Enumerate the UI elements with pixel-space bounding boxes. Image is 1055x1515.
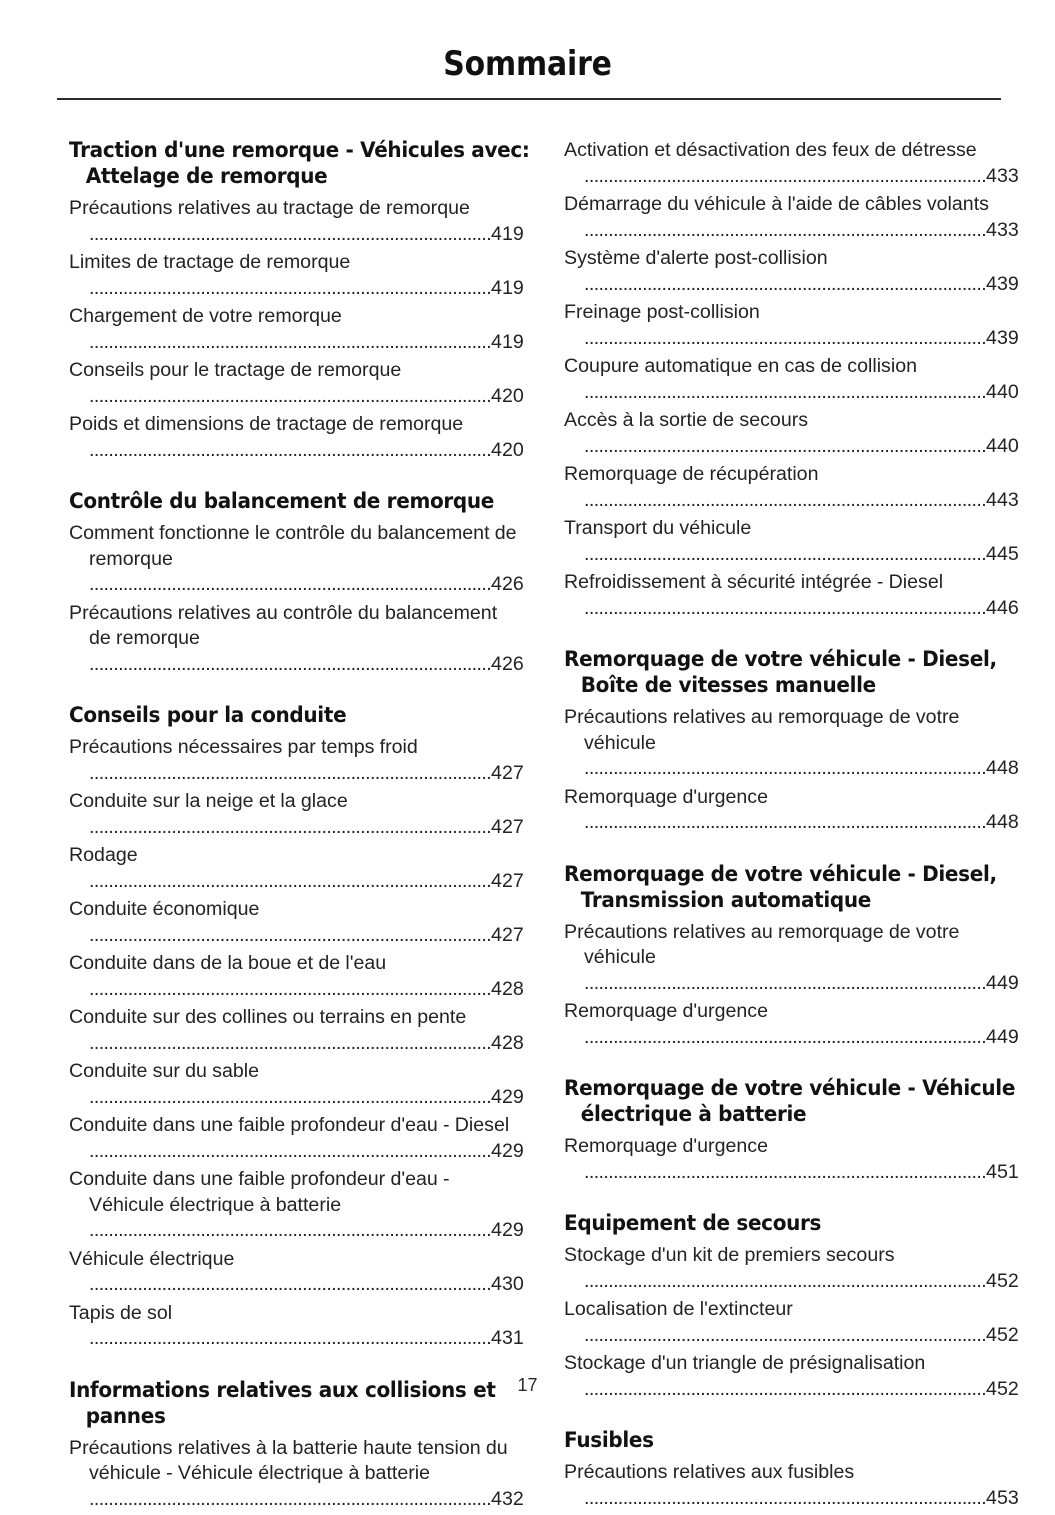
section-heading-informations-relatives-aux-collisions-et-pannes: Informations relatives aux collisions et pannes [69, 1377, 496, 1429]
toc-entry-page: 433 [986, 164, 1019, 187]
toc-entry-page: 429 [491, 1219, 524, 1241]
toc-entry-page: 419 [491, 222, 524, 245]
toc-entry[interactable] [564, 920, 1019, 997]
toc-entry-title: Transport du véhicule [564, 517, 752, 539]
toc-entry-title: Système d'alerte post-collision [564, 247, 828, 269]
dot-leader: ................................................................................... [584, 1269, 987, 1292]
dot-leader: ................................................................................... [584, 757, 987, 779]
toc-entry[interactable] [564, 408, 1019, 459]
toc-entry[interactable] [564, 138, 1019, 189]
toc-entry[interactable] [69, 897, 524, 948]
toc-entry-title: Précautions relatives au remorquage de votre véhicule [564, 706, 960, 754]
toc-entry-page: 448 [986, 811, 1019, 833]
toc-entry-title: Précautions nécessaires par temps froid [69, 736, 418, 758]
toc-entry[interactable] [564, 1297, 1019, 1348]
toc-entry-page: 449 [986, 971, 1019, 994]
toc-entry-title: Comment fonctionne le contrôle du balancement de remorque [69, 522, 517, 570]
toc-entry[interactable] [69, 789, 524, 840]
toc-entry-page: 453 [986, 1486, 1019, 1509]
dot-leader: ................................................................................... [584, 218, 987, 241]
toc-entry-title: Refroidissement à sécurité intégrée - Diesel [564, 571, 944, 593]
dot-leader: ................................................................................... [89, 1031, 492, 1054]
dot-leader: ................................................................................... [89, 384, 492, 407]
toc-entry-title: Freinage post-collision [564, 301, 760, 323]
toc-entry-page: 429 [491, 1139, 524, 1162]
dot-leader: ................................................................................... [584, 434, 987, 457]
toc-entry-title: Véhicule électrique [69, 1247, 235, 1270]
toc-entry-page: 439 [986, 272, 1019, 295]
toc-entry-title: Conduite sur la neige et la glace [69, 790, 348, 812]
dot-leader: ................................................................................... [584, 1323, 987, 1346]
toc-entry-title: Conduite dans une faible profondeur d'eau - Véhicule électrique à batterie [69, 1168, 450, 1216]
toc-entry-page: 446 [986, 596, 1019, 619]
toc-entry-page: 432 [491, 1487, 524, 1510]
toc-entry[interactable] [69, 1167, 524, 1244]
toc-entry-title: Conduite sur du sable [69, 1060, 260, 1082]
dot-leader: ................................................................................... [584, 1160, 987, 1183]
toc-entry-title: Remorquage d'urgence [564, 1000, 768, 1022]
toc-entry[interactable] [564, 354, 1019, 405]
toc-entry[interactable] [564, 570, 1019, 621]
toc-section [564, 1211, 1019, 1402]
toc-entry-title: Remorquage de récupération [564, 463, 819, 485]
toc-entry[interactable] [564, 462, 1019, 513]
dot-leader: ................................................................................... [89, 977, 492, 1000]
toc-entry[interactable] [69, 358, 524, 409]
dot-leader: ................................................................................... [89, 276, 492, 299]
toc-entry-title: Conduite dans de la boue et de l'eau [69, 952, 387, 974]
dot-leader: ................................................................................... [89, 573, 492, 595]
dot-leader: ................................................................................... [89, 330, 492, 353]
toc-entry-title: Démarrage du véhicule à l'aide de câbles volants [564, 193, 989, 215]
section-heading-controle-du-balancement-de-remorque: Contrôle du balancement de remorque [69, 489, 495, 514]
toc-entry-title: Limites de tractage de remorque [69, 251, 351, 273]
toc-entry[interactable] [69, 412, 524, 463]
toc-entry-page: 439 [986, 326, 1019, 349]
toc-entry-title: Conseils pour le tractage de remorque [69, 359, 402, 381]
toc-entry-page: 420 [491, 384, 524, 407]
toc-section [69, 703, 524, 1352]
toc-entry[interactable] [564, 705, 1019, 782]
toc-section [564, 138, 1019, 621]
dot-leader: ................................................................................... [89, 815, 492, 838]
toc-section [69, 1378, 524, 1513]
toc-entry-page: 429 [491, 1085, 524, 1108]
page-number: 17 [517, 1375, 538, 1395]
dot-leader: ................................................................................... [584, 596, 987, 619]
toc-entry[interactable] [564, 300, 1019, 351]
toc-entry-title: Remorquage d'urgence [564, 785, 768, 808]
section-heading-remorquage-de-votre-vehicule-diesel-boite-de-vit: Remorquage de votre véhicule - Diesel, Boîte de vitesses manuelle [564, 647, 997, 698]
page-title: Sommaire [443, 44, 612, 84]
toc-entry-title: Conduite sur des collines ou terrains en pente [69, 1006, 467, 1028]
toc-entry[interactable] [69, 1436, 524, 1513]
dot-leader: ................................................................................... [89, 869, 492, 892]
section-heading-fusibles: Fusibles [564, 1428, 654, 1453]
toc-entry-page: 433 [986, 218, 1019, 241]
dot-leader: ................................................................................... [89, 1273, 492, 1295]
toc-entry-title: Poids et dimensions de tractage de remorque [69, 413, 464, 435]
dot-leader: ................................................................................... [584, 1025, 987, 1048]
dot-leader: ................................................................................... [584, 542, 987, 565]
section-heading-equipement-de-secours: Equipement de secours [564, 1211, 822, 1236]
toc-entry-page: 452 [986, 1323, 1019, 1346]
toc-entry-title: Rodage [69, 844, 138, 866]
toc-entry[interactable] [564, 1460, 1019, 1511]
toc-entry-page: 427 [491, 923, 524, 946]
toc-entry[interactable] [69, 250, 524, 301]
toc-entry-page: 427 [491, 761, 524, 784]
toc-entry-page: 452 [986, 1377, 1019, 1400]
toc-entry[interactable] [564, 1134, 1019, 1185]
toc-entry-title: Précautions relatives au remorquage de votre véhicule [564, 920, 960, 968]
toc-column-right [564, 138, 1019, 1514]
toc-entry-title: Chargement de votre remorque [69, 305, 342, 327]
toc-entry-title: Coupure automatique en cas de collision [564, 355, 917, 377]
dot-leader: ................................................................................... [89, 1327, 492, 1349]
toc-entry[interactable] [69, 735, 524, 786]
section-heading-remorquage-de-votre-vehicule-diesel-transmission: Remorquage de votre véhicule - Diesel, Transmission automatique [564, 861, 997, 913]
toc-entry[interactable] [69, 1005, 524, 1056]
dot-leader: ................................................................................... [89, 1085, 492, 1108]
toc-entry[interactable] [69, 1247, 524, 1298]
toc-section [564, 1076, 1019, 1185]
section-heading-conseils-pour-la-conduite: Conseils pour la conduite [69, 703, 347, 728]
toc-entry-title: Précautions relatives au contrôle du balancement de remorque [69, 601, 498, 649]
toc-entry-page: 445 [986, 542, 1019, 565]
toc-entry[interactable] [69, 304, 524, 355]
toc-entry-title: Tapis de sol [69, 1301, 173, 1324]
toc-entry-page: 451 [986, 1160, 1019, 1183]
dot-leader: ................................................................................... [584, 272, 987, 295]
toc-entry[interactable] [564, 999, 1019, 1050]
dot-leader: ................................................................................... [89, 1139, 492, 1162]
toc-entry-page: 426 [491, 652, 524, 675]
toc-entry-page: 443 [986, 488, 1019, 511]
dot-leader: ................................................................................... [584, 488, 987, 511]
dot-leader: ................................................................................... [89, 923, 492, 946]
toc-entry[interactable] [564, 1243, 1019, 1294]
toc-entry[interactable] [69, 1301, 524, 1352]
dot-leader: ................................................................................... [89, 1487, 492, 1510]
toc-entry[interactable] [69, 196, 524, 247]
toc-entry-page: 428 [491, 977, 524, 1000]
dot-leader: ................................................................................... [89, 761, 492, 784]
dot-leader: ................................................................................... [89, 1219, 492, 1241]
toc-entry-title: Remorquage d'urgence [564, 1135, 768, 1157]
toc-section [69, 489, 524, 677]
dot-leader: ................................................................................... [584, 971, 987, 994]
title-divider [57, 98, 1001, 100]
dot-leader: ................................................................................... [584, 811, 987, 833]
dot-leader: ................................................................................... [89, 438, 492, 461]
dot-leader: ................................................................................... [584, 326, 987, 349]
toc-entry[interactable] [69, 521, 524, 598]
toc-entry-title: Stockage d'un triangle de présignalisation [564, 1352, 926, 1374]
toc-entry-page: 419 [491, 276, 524, 299]
toc-entry[interactable] [69, 1113, 524, 1164]
toc-entry[interactable] [69, 601, 524, 678]
toc-entry[interactable] [564, 246, 1019, 297]
toc-entry-page: 440 [986, 380, 1019, 403]
toc-section [564, 1428, 1019, 1511]
toc-entry-title: Stockage d'un kit de premiers secours [564, 1244, 895, 1266]
toc-entry-title: Activation et désactivation des feux de détresse [564, 139, 977, 161]
toc-entry[interactable] [69, 1059, 524, 1110]
toc-section [69, 138, 530, 463]
toc-entry-page: 448 [986, 757, 1019, 779]
toc-entry-page: 427 [491, 869, 524, 892]
toc-entry-page: 419 [491, 330, 524, 353]
section-heading-traction-d-une-remorque-vehicules-avec-attelage-: Traction d'une remorque - Véhicules avec: Attelage de remorque [69, 138, 530, 189]
toc-entry-page: 420 [491, 438, 524, 461]
toc-entry[interactable] [564, 785, 1019, 836]
toc-entry-title: Accès à la sortie de secours [564, 409, 809, 431]
section-heading-remorquage-de-votre-vehicule-vehicule-electrique: Remorquage de votre véhicule - Véhicule électrique à batterie [564, 1076, 1016, 1127]
toc-entry-page: 440 [986, 434, 1019, 457]
toc-entry-page: 427 [491, 815, 524, 838]
toc-section [564, 647, 1019, 836]
toc-entry-title: Précautions relatives aux fusibles [564, 1461, 855, 1483]
toc-entry[interactable] [69, 843, 524, 894]
toc-entry-page: 431 [491, 1327, 524, 1349]
toc-entry-title: Conduite dans une faible profondeur d'eau - Diesel [69, 1114, 510, 1136]
dot-leader: ................................................................................... [584, 380, 987, 403]
toc-entry-page: 449 [986, 1025, 1019, 1048]
toc-entry-title: Localisation de l'extincteur [564, 1298, 793, 1320]
dot-leader: ................................................................................... [584, 164, 987, 187]
toc-entry-page: 452 [986, 1269, 1019, 1292]
toc-entry-page: 430 [491, 1273, 524, 1295]
toc-entry-title: Conduite économique [69, 898, 260, 920]
toc-entry[interactable] [564, 192, 1019, 243]
toc-entry[interactable] [564, 516, 1019, 567]
dot-leader: ................................................................................... [584, 1486, 987, 1509]
dot-leader: ................................................................................... [89, 652, 492, 675]
toc-entry-title: Précautions relatives à la batterie haute tension du véhicule - Véhicule électrique à batterie [69, 1436, 508, 1484]
dot-leader: ................................................................................... [584, 1377, 987, 1400]
toc-entry-page: 426 [491, 573, 524, 595]
toc-entry-page: 428 [491, 1031, 524, 1054]
toc-entry[interactable] [69, 951, 524, 1002]
toc-entry-title: Précautions relatives au tractage de remorque [69, 197, 470, 219]
toc-section [564, 862, 1019, 1051]
dot-leader: ................................................................................... [89, 222, 492, 245]
